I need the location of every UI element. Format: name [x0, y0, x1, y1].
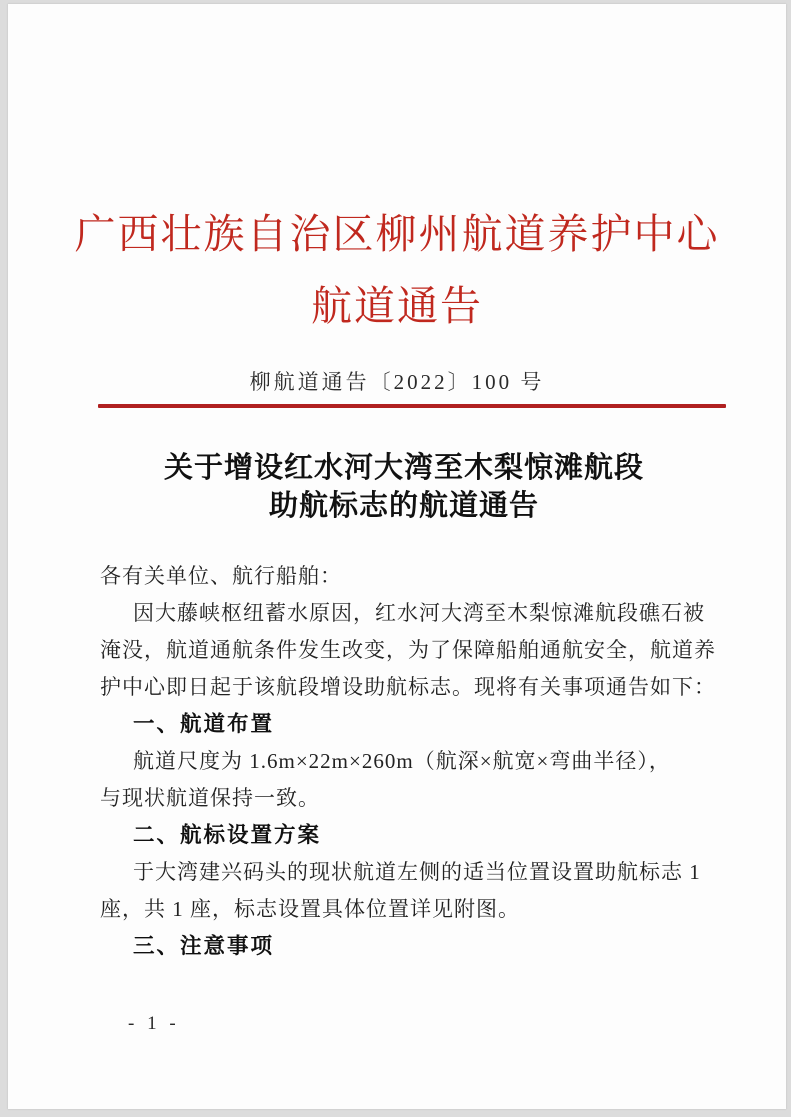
body-line: 护中心即日起于该航段增设助航标志。现将有关事项通告如下： — [100, 675, 716, 699]
page-number: - 1 - — [128, 1013, 180, 1034]
org-letterhead — [8, 198, 786, 342]
section-heading-3: 三、注意事项 — [133, 934, 275, 958]
section-heading-2: 二、航标设置方案 — [133, 823, 322, 847]
body-line: 航道尺度为 1.6m×22m×260m（航深×航宽×弯曲半径）， — [133, 749, 671, 773]
document-page — [8, 4, 786, 1109]
doc-number: 柳航道通告〔2022〕100 号 — [249, 370, 545, 394]
section-heading-1: 一、航道布置 — [133, 712, 275, 736]
body-line: 淹没，航道通航条件发生改变，为了保障船舶通航安全，航道养 — [100, 638, 716, 662]
subject-line1: 关于增设红水河大湾至木梨惊滩航段 — [163, 452, 644, 484]
subject-line2: 助航标志的航道通告 — [268, 490, 539, 522]
body-line: 座，共 1 座，标志设置具体位置详见附图。 — [100, 897, 520, 921]
body-line: 因大藤峡枢纽蓄水原因，红水河大湾至木梨惊滩航段礁石被 — [133, 601, 705, 625]
doc-type: 航道通告 — [311, 283, 483, 329]
notice-subject — [8, 449, 786, 525]
body-line: 与现状航道保持一致。 — [100, 786, 320, 810]
red-divider-rule — [98, 404, 726, 408]
salutation: 各有关单位、航行船舶： — [100, 564, 342, 588]
org-name: 广西壮族自治区柳州航道养护中心 — [74, 211, 720, 257]
body-line: 于大湾建兴码头的现状航道左侧的适当位置设置助航标志 1 — [133, 860, 701, 884]
notice-body — [8, 558, 786, 965]
